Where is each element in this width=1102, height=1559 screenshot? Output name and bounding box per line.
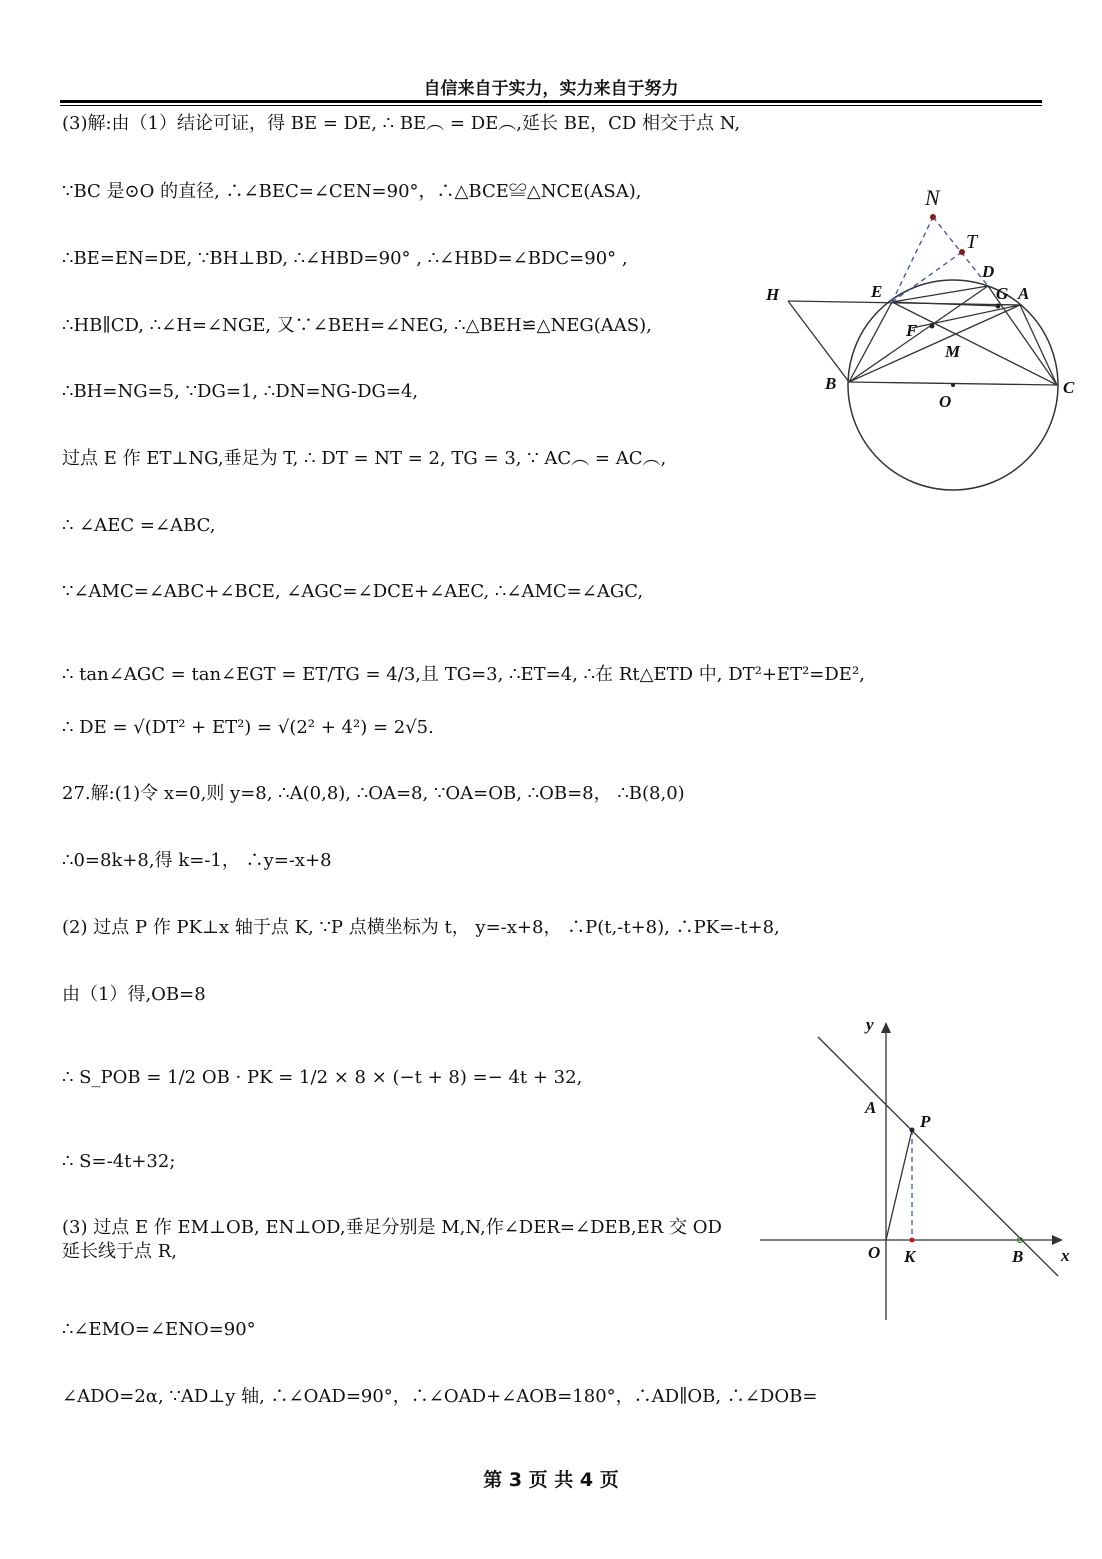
q27-line-7: (3) 过点 E 作 EM⊥OB, EN⊥OD,垂足分别是 M,N,作∠DER=∠DEB,ER 交 OD 延长线于点 R, — [62, 1217, 722, 1262]
q27-line-2: ∴0=8k+8,得 k=-1， ∴y=-x+8 — [62, 850, 332, 871]
solution-line-6: 过点 E 作 ET⊥NG,垂足为 T, ∴ DT = NT = 2, TG = 3, ∵ AC︵ = AC︵, — [62, 448, 667, 469]
label-O2: O — [868, 1243, 881, 1262]
label-M: M — [945, 342, 961, 361]
label-C: C — [1063, 378, 1075, 397]
page-header: 自信来自于实力，实力来自于努力 — [423, 79, 679, 99]
label-K: K — [904, 1247, 916, 1266]
solution-line-5: ∴BH=NG=5, ∵DG=1, ∴DN=NG-DG=4, — [62, 381, 419, 402]
q27-line-9: ∠ADO=2α, ∵AD⊥y 轴, ∴∠OAD=90°，∴∠OAD+∠AOB=180°，∴AD∥OB, ∴∠DOB= — [62, 1386, 818, 1407]
axis-label-x: x — [1061, 1246, 1070, 1265]
header-rule-thin — [60, 105, 1042, 106]
label-N: N — [925, 185, 940, 210]
label-T: T — [966, 231, 978, 253]
label-B2: B — [1012, 1247, 1024, 1266]
label-O: O — [939, 392, 952, 411]
q27-area-formula: ∴ S_POB = 1/2 OB · PK = 1/2 × 8 × (−t + 8) =− 4t + 32, — [62, 1067, 583, 1088]
solution-line-10: ∴ DE = √(DT² + ET²) = √(2² + 4²) = 2√5. — [62, 717, 434, 738]
q27-line-8: ∴∠EMO=∠ENO=90° — [62, 1319, 256, 1340]
label-G: G — [996, 284, 1009, 303]
label-A: A — [1018, 284, 1030, 303]
label-A2: A — [865, 1098, 877, 1117]
solution-line-7: ∴ ∠AEC =∠ABC, — [62, 515, 216, 536]
q27-line-6: ∴ S=-4t+32; — [62, 1151, 176, 1172]
solution-line-2: ∵BC 是⊙O 的直径, ∴∠BEC=∠CEN=90°，∴△BCE≌△NCE(ASA), — [62, 181, 642, 202]
label-F: F — [906, 321, 918, 340]
label-B: B — [825, 374, 837, 393]
solution-line-3: ∴BE=EN=DE, ∵BH⊥BD, ∴∠HBD=90° , ∴∠HBD=∠BDC=90° , — [62, 248, 628, 269]
coordinate-graph-figure — [750, 1005, 1085, 1325]
q27-line-3: (2) 过点 P 作 PK⊥x 轴于点 K, ∵P 点横坐标为 t， y=-x+8， ∴P(t,-t+8), ∴PK=-t+8, — [62, 917, 780, 938]
solution-line-9: ∴ tan∠AGC = tan∠EGT = ET/TG = 4/3,且 TG=3, ∴ET=4, ∴在 Rt△ETD 中, DT²+ET²=DE², — [62, 664, 865, 685]
label-H: H — [766, 285, 780, 304]
solution-line-4: ∴HB∥CD, ∴∠H=∠NGE, 又∵∠BEH=∠NEG, ∴△BEH≌△NEG(AAS), — [62, 315, 652, 336]
solution-line-1: (3)解:由（1）结论可证，得 BE = DE, ∴ BE︵ = DE︵,延长 BE，CD 相交于点 N, — [62, 113, 741, 134]
label-D: D — [982, 262, 995, 281]
q27-line-1: 27.解:(1)令 x=0,则 y=8, ∴A(0,8), ∴OA=8, ∵OA=OB, ∴OB=8， ∴B(8,0) — [62, 783, 685, 804]
circle-geometry-figure — [750, 170, 1090, 500]
header-rule-thick — [60, 100, 1042, 103]
q27-line-4: 由（1）得,OB=8 — [62, 984, 206, 1005]
label-E: E — [871, 282, 883, 301]
label-P: P — [920, 1112, 931, 1131]
page-footer: 第 3 页 共 4 页 — [483, 1469, 619, 1491]
solution-line-8: ∵∠AMC=∠ABC+∠BCE, ∠AGC=∠DCE+∠AEC, ∴∠AMC=∠AGC, — [62, 581, 644, 602]
axis-label-y: y — [866, 1015, 874, 1034]
